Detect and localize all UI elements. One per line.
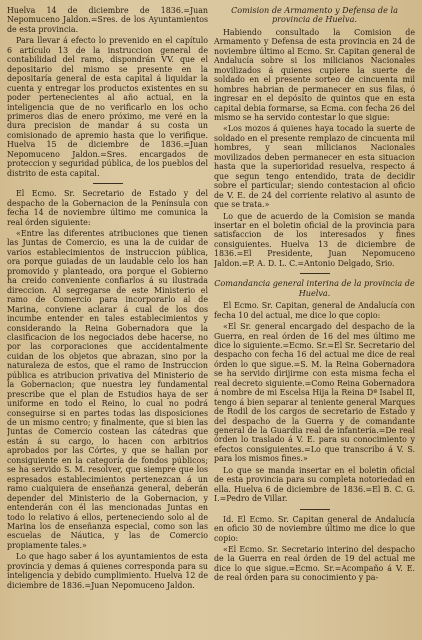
paragraph: «El Ecmo. Sr. Secretario interino del despacho de la Guerra en real órden de 19 del actual me dice lo que sigue.=Ecmo. Sr.=Acompaño á V. E. de real órden para su conocimiento y pa- xyxy=(214,545,415,583)
paragraph: El Ecmo. Sr. Secretario de Estado y del despacho de la Gobernacion de la Península con fecha 14 de noviembre último me comunica la real órden siguiente: xyxy=(7,189,208,227)
paragraph: Lo que de acuerdo de la Comision se manda insertar en el boletin oficial de la provincia para satisfaccion de los interesados y fines consiguientes. Huelva 13 de diciembre de 1836.=El Presidente, Juan Nepomuceno Jaldon.=P. A. D. L. C.=Antonio Delgado, Srio. xyxy=(214,211,415,268)
paragraph: «El Sr. general encargado del despacho de la Guerra, en real órden de 16 del mes último me dice lo siguiente.=Ecmo. Sr.=El Sr. Secretario del despacho con fecha 16 del actual me dice de real órden lo que sigue.=S. M. la Reina Gobernadora se ha servido dirijirme con esta misma fecha el real decreto siguiente.=Como Reina Gobernadora á nombre de mi Escelsa Hija la Reina Dª Isabel II, tengo á bien separar al teniente general Marques de Rodil de los cargos de secretario de Estado y del despacho de la Guerra y de comandante general de la Guardia real de infantería.=De real órden lo traslado á V. E. para su conocimiento y efectos consiguientes.=Lo que transcribo á V. S. para los mismos fines.» xyxy=(214,322,415,464)
paragraph: «Entre las diferentes atribuciones que tienen las Juntas de Comercio, es una la de cuidar de varios establecimientos de instruccion pública, ora porque guiadas de un laudable celo los han promovido y planteado, ora porque el Gobierno ha creido conveniente confiarlos á su ilustrada direccion. Al segregarse de este Ministerio el ramo de Comercio para incorporarlo al de Marina, conviene aclarar á cual de los dos incumbe entender en tales establecimientos y considerando la Reina Gobernadora que la clasificacion de los negociados debe hacerse, no por las corporaciones que accidentalmente cuidan de los objetos que abrazan, sino por la naturaleza de estos, que el ramo de Instruccion pública es atribucion privativa del Ministerio de la Gobernacion; que nuestra ley fundamental prescribe que el plan de Estudios haya de ser uniforme en todo el Reino, lo cual no podrá conseguirse si en partes todas las disposiciones de un mismo centro; y finalmente, que si bien las Juntas de Comercio costean las cátedras que están á su cargo, lo hacen con arbitrios aprobados por las Córtes, y que se hallan por consiguiente en la categoría de fondos públicos; se ha servido S. M. resolver, que siempre que los espresados establecimientos pertenezcan á un ramo cualquiera de enseñanza general, deberán depender del Ministerio de la Gobernacion, y entenderán con él las mencionadas Juntas en todo lo relativo á ellos, perteneciendo solo al de Marina los de enseñanza especial, como son las escuelas de Náutica, y las de Comercio propiamente tales.» xyxy=(7,228,208,550)
paragraph: Lo que se manda insertar en el boletin oficial de esta provincia para su completa notoriedad en ella. Huelva 6 de diciembre de 1836.=El B. C. G. I.=Pedro de Villar. xyxy=(214,465,415,504)
paragraph: Lo que hago saber á los ayuntamientos de esta provincia y demas á quienes corresponda para su inteligencia y debido cumplimiento. Huelva 12 de diciembre de 1836.=Juan Nepomuceno Jaldon. xyxy=(7,552,208,590)
paragraph: «Los mozos á quienes haya tocado la suerte de soldado en el presente remplazo de cincuenta mil hombres, y sean milicianos Nacionales movilizados deben permanecer en esta situacion hasta que la superioridad resuelva, respecto á que segun tengo entendido, trata de decidir sobre el particular; siendo contestacion al oficio de V. E. de 24 del corriente relativo al asunto de que se trata.» xyxy=(214,124,415,210)
text-columns xyxy=(7,6,416,640)
paragraph: Huelva 14 de diciembre de 1836.=Juan Nepomuceno Jaldon.=Sres. de los Ayuntamientos de esta provincia. xyxy=(7,6,208,34)
left-column xyxy=(7,6,208,640)
paragraph: Habiendo consultado la Comision de Armamento y Defensa de esta provincia en 24 de noviembre último al Ecmo. Sr. Capitan general de Andalucía sobre si los milicianos Nacionales movilizados á quienes cupiere la suerte de soldado en el presente sorteo de cincuenta mil hombres habrian de permanecer en sus filas, ó ingresar en el depósito de quintos que en esta capital debia formarse, sa Ecma. con fecha 26 del mismo se ha servido contestar lo que sigue: xyxy=(214,27,415,122)
section-divider xyxy=(300,509,330,510)
section-divider xyxy=(300,273,330,274)
paragraph: Id. El Ecmo. Sr. Capitan general de Andalucía en oficio 30 de noviembre último me dice lo que copio: xyxy=(214,514,415,543)
paragraph: El Ecmo. Sr. Capitan, general de Andalucía con fecha 10 del actual, me dice lo que copio: xyxy=(214,301,415,320)
section-heading: Comandancia general interina de la provincia de Huelva. xyxy=(214,278,415,298)
section-heading: Comision de Armamento y Defensa de la provincia de Huelva. xyxy=(231,6,398,25)
section-divider xyxy=(93,183,123,184)
right-column xyxy=(214,6,415,640)
paragraph: Para llevar á efecto lo prevenido en el capítulo 6 artículo 13 de la instruccion general de contabilidad del ramo, dispondrán VV. que el depositario del mismo se presente en la depositaría general de esta capital á liquidar la cuenta y entregar los productos existentes en su poder pertenecientes al año actual, en la inteligencia que de no verificarlo en los ocho primeros dias de enero próximo, me veré en la dura precision de mandar á su costa un comisionado de apremio hasta que lo verifique. Huelva 15 de diciembre de 1836.=Juan Nepomuceno Jaldon.=Sres. encargados de proteccion y seguridad pública, de los pueblos del distrito de esta capital. xyxy=(7,36,208,178)
